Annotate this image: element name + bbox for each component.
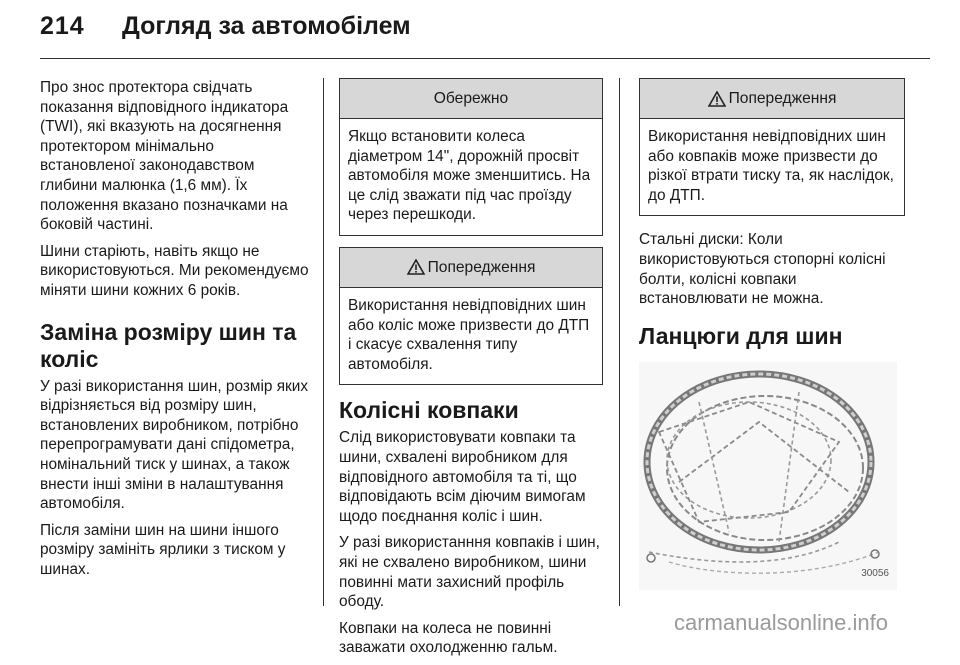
- tire-aging-paragraph: Шини старіють, навіть якщо не використовуються. Ми рекомендуємо міняти шини кожних 6 років.: [40, 242, 309, 299]
- column-divider: [619, 78, 620, 606]
- warning-box-title: [640, 79, 904, 119]
- pressure-label-paragraph: Після заміни шин на шини іншого розміру замініть ярлики з тиском у шинах.: [40, 521, 286, 578]
- caution-title-text: Обережно: [433, 89, 509, 107]
- caution-box-title: [340, 79, 602, 119]
- caution-box: [339, 78, 603, 236]
- steel-rims-paragraph: Стальні диски: Коли використовуються стопорні колісні болти, колісні ковпаки встановлювати не можна.: [639, 231, 886, 308]
- size-change-paragraph: У разі використання шин, розмір яких відрізняється від розміру шин, встановлених виробником, потрібно перепрограмувати дані спідометра, номінальний тиск у шинах, а також внести інші зміни в налаштування автомобіля.: [40, 377, 309, 513]
- warning-box: [639, 78, 905, 216]
- warning-box-text: Використання невідповідних шин або ковпаків може призвести до різкої втрати тиску та, як наслідок, до ДТП.: [648, 128, 894, 204]
- warning-title-text: Попередження: [728, 89, 837, 107]
- warning-box: [339, 247, 603, 385]
- watermark: carmanualsonline.info: [673, 610, 888, 635]
- wheel-covers-paragraph-3: Ковпаки на колеса не повинні заважати охолодженню гальм.: [339, 619, 558, 657]
- section-heading-size-change: Заміна розміру шин та коліс: [40, 318, 297, 372]
- snow-chains-illustration: [639, 362, 897, 590]
- header-rule: [40, 58, 930, 59]
- warning-box-text: Використання невідповідних шин або коліс може призвести до ДТП і скасує схвалення типу автомобіля.: [348, 296, 590, 373]
- warning-icon: [407, 259, 425, 275]
- warning-title-text: Попередження: [427, 258, 536, 276]
- snow-chain-drawing: [639, 362, 897, 590]
- column-right: [639, 78, 905, 590]
- page-title: Догляд за автомобілем: [122, 12, 411, 40]
- warning-icon: [708, 91, 726, 107]
- section-heading-wheel-covers: Колісні ковпаки: [339, 397, 519, 424]
- page-number: 214: [40, 12, 85, 40]
- section-heading-snow-chains: Ланцюги для шин: [639, 322, 843, 349]
- tread-wear-paragraph: Про знос протектора свідчать показання відповідного індикатора (TWI), які вказують на досягнення протектором мінімально встановленої законодавством глибини малюнка (1,6 мм). Їх положення вказано позначками на боковій частині.: [40, 79, 289, 234]
- wheel-covers-paragraph-2: У разі використанння ковпаків і шин, які не схвалено виробником, шини повинні мати захисний профіль ободу.: [339, 534, 600, 611]
- column-middle: [339, 78, 603, 665]
- image-reference-code: 30056: [861, 568, 889, 580]
- page-header: [40, 12, 920, 56]
- wheel-covers-paragraph-1: Слід використовувати ковпаки та шини, схвалені виробником для відповідного автомобіля та ті, що відповідають всім діючим вимогам щодо поєднання коліс і шин.: [339, 429, 586, 525]
- column-divider: [323, 78, 324, 606]
- caution-box-text: Якщо встановити колеса діаметром 14", дорожній просвіт автомобіля може зменшитись. На це слід зважати під час проїзду через перешкоди.: [348, 128, 591, 224]
- column-left: [40, 78, 312, 586]
- warning-box-title: [340, 248, 602, 288]
